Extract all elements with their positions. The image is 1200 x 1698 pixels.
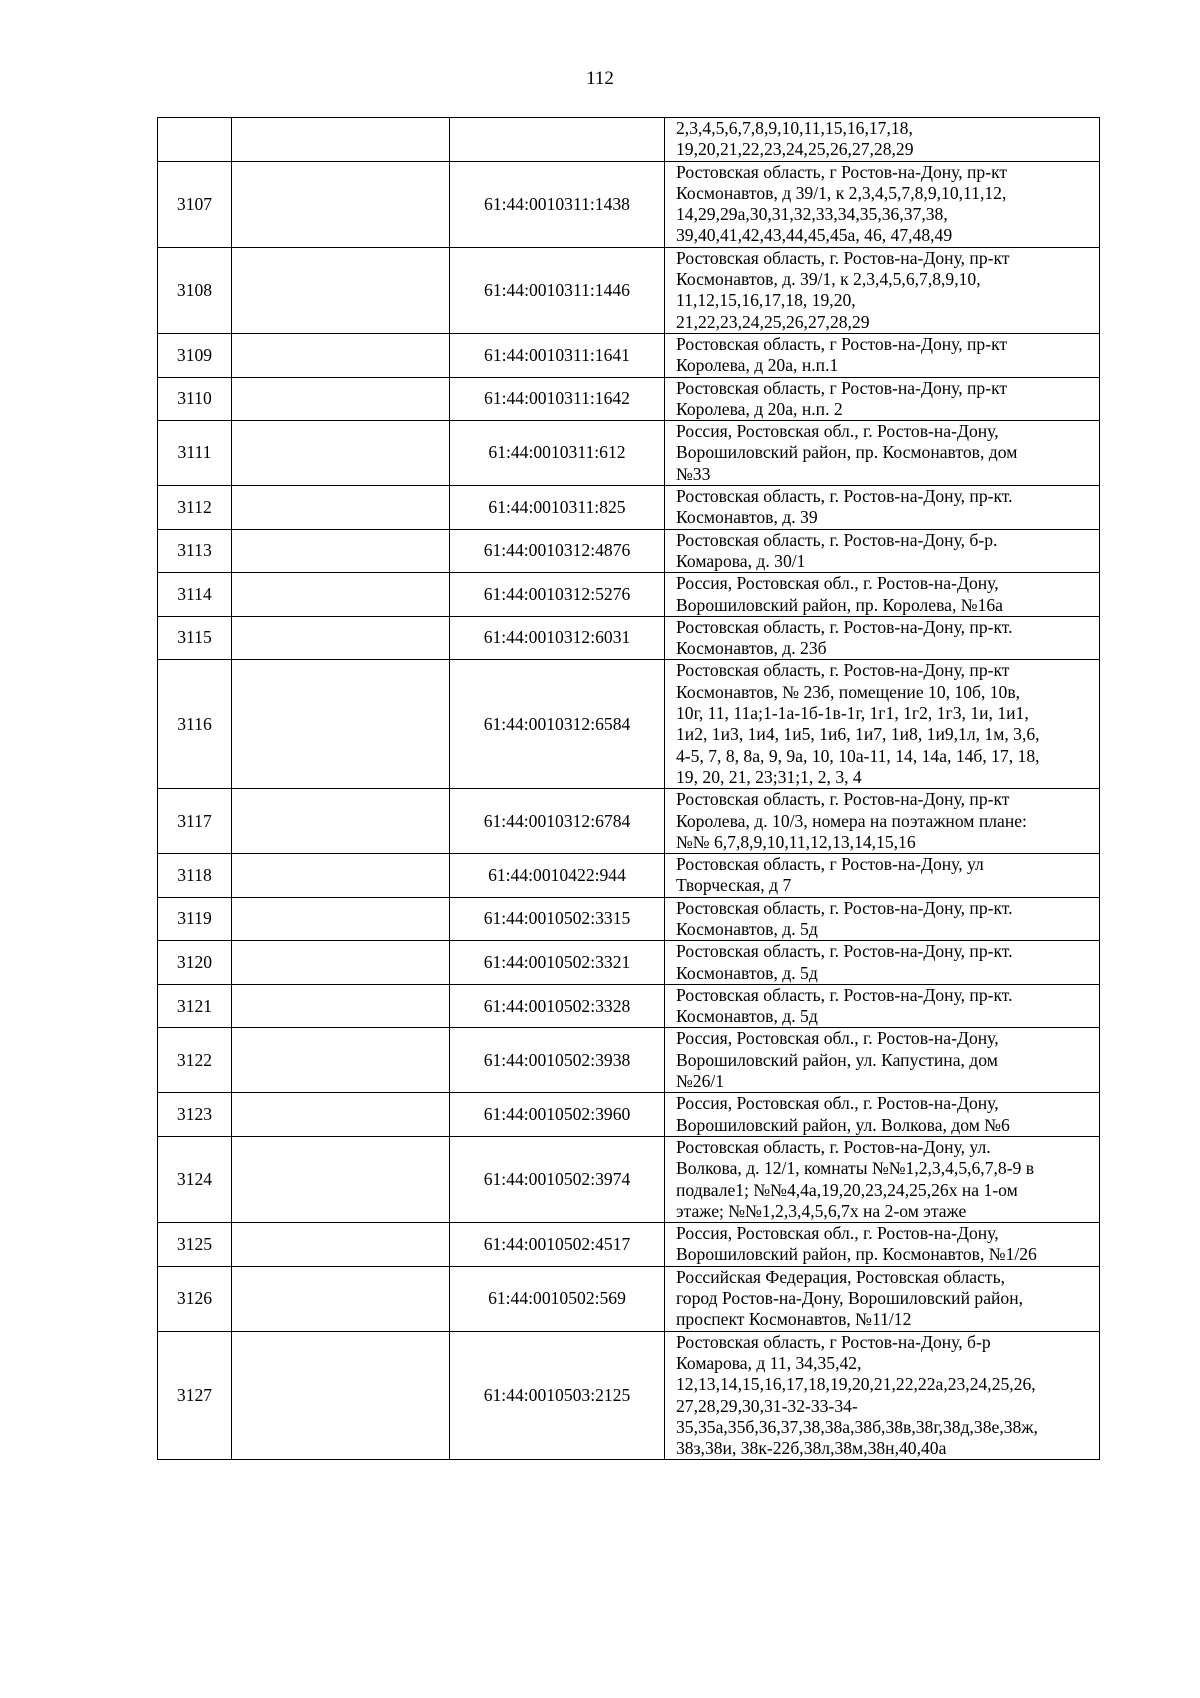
- address-line: Королева, д 20а, н.п.1: [676, 355, 839, 376]
- address-line: Космонавтов, д. 5д: [676, 962, 818, 983]
- address-line: №33: [676, 463, 711, 484]
- object-name-cell: [232, 1136, 450, 1222]
- object-name-cell: [232, 984, 450, 1028]
- address-line: Ворошиловский район, пр. Космонавтов, дом: [676, 442, 1018, 463]
- address-line: проспект Космонавтов, №11/12: [676, 1309, 912, 1330]
- address-line: Королева, д 20а, н.п. 2: [676, 398, 843, 419]
- object-name-cell: [232, 616, 450, 660]
- registry-table: [157, 117, 1100, 1460]
- address-cell: [665, 1266, 1100, 1331]
- address-cell: [665, 1136, 1100, 1222]
- address-line: Ростовская область, г Ростов-на-Дону, пр-кт: [676, 333, 1008, 354]
- address-line: Ростовская область, г. Ростов-на-Дону, пр-кт.: [676, 897, 1013, 918]
- address-line: Королева, д. 10/3, номера на поэтажном плане:: [676, 810, 1027, 831]
- object-name-cell: [232, 118, 450, 162]
- address-cell: [665, 616, 1100, 660]
- cadastral-number-cell: [450, 118, 665, 162]
- cadastral-number-cell: 61:44:0010502:4517: [450, 1223, 665, 1267]
- row-number-cell: 3110: [158, 377, 232, 421]
- object-name-cell: [232, 897, 450, 941]
- cadastral-number-cell: 61:44:0010312:6031: [450, 616, 665, 660]
- address-line: 19,20,21,22,23,24,25,26,27,28,29: [676, 139, 914, 160]
- address-line: Ростовская область, г Ростов-на-Дону, пр-кт: [676, 161, 1008, 182]
- address-line: Ворошиловский район, пр. Космонавтов, №1/26: [676, 1244, 1037, 1265]
- address-cell: [665, 1331, 1100, 1460]
- address-line: Россия, Ростовская обл., г. Ростов-на-Дону,: [676, 1093, 999, 1114]
- address-cell: [665, 1093, 1100, 1137]
- object-name-cell: [232, 789, 450, 854]
- table-row: [158, 897, 1100, 941]
- row-number-cell: 3113: [158, 529, 232, 573]
- address-line: Ростовская область, г Ростов-на-Дону, б-р: [676, 1331, 991, 1352]
- object-name-cell: [232, 529, 450, 573]
- address-line: Космонавтов, д 39/1, к 2,3,4,5,7,8,9,10,11,12,: [676, 182, 1007, 203]
- address-cell: [665, 573, 1100, 617]
- address-cell: [665, 421, 1100, 486]
- address-cell: [665, 161, 1100, 247]
- address-line: Космонавтов, д. 5д: [676, 1006, 818, 1027]
- row-number-cell: 3119: [158, 897, 232, 941]
- table-row: [158, 1331, 1100, 1460]
- address-cell: [665, 941, 1100, 985]
- row-number-cell: 3121: [158, 984, 232, 1028]
- cadastral-number-cell: 61:44:0010422:944: [450, 854, 665, 898]
- table-row: [158, 573, 1100, 617]
- address-line: Космонавтов, № 23б, помещение 10, 10б, 10в,: [676, 681, 1021, 702]
- address-cell: [665, 1223, 1100, 1267]
- address-line: этаже; №№1,2,3,4,5,6,7х на 2-ом этаже: [676, 1200, 967, 1221]
- address-line: Ростовская область, г Ростов-на-Дону, ул: [676, 854, 984, 875]
- address-line: Ворошиловский район, ул. Капустина, дом: [676, 1049, 998, 1070]
- address-cell: [665, 1028, 1100, 1093]
- table-row: [158, 616, 1100, 660]
- row-number-cell: 3118: [158, 854, 232, 898]
- row-number-cell: 3116: [158, 660, 232, 789]
- row-number-cell: 3126: [158, 1266, 232, 1331]
- address-line: Ворошиловский район, пр. Королева, №16а: [676, 594, 1003, 615]
- address-cell: [665, 854, 1100, 898]
- address-line: 39,40,41,42,43,44,45,45а, 46, 47,48,49: [676, 225, 953, 246]
- cadastral-number-cell: 61:44:0010311:825: [450, 486, 665, 530]
- address-line: Ростовская область, г. Ростов-на-Дону, пр-кт: [676, 789, 1010, 810]
- table-row: [158, 486, 1100, 530]
- cadastral-number-cell: 61:44:0010502:3328: [450, 984, 665, 1028]
- address-line: Космонавтов, д. 23б: [676, 638, 827, 659]
- table-row: [158, 789, 1100, 854]
- object-name-cell: [232, 247, 450, 333]
- table-row: [158, 1223, 1100, 1267]
- address-cell: [665, 118, 1100, 162]
- address-line: Ростовская область, г Ростов-на-Дону, пр-кт: [676, 377, 1008, 398]
- address-line: Ворошиловский район, ул. Волкова, дом №6: [676, 1114, 1010, 1135]
- cadastral-number-cell: 61:44:0010503:2125: [450, 1331, 665, 1460]
- address-line: 11,12,15,16,17,18, 19,20,: [676, 290, 856, 311]
- cadastral-number-cell: 61:44:0010311:612: [450, 421, 665, 486]
- object-name-cell: [232, 660, 450, 789]
- table-row: [158, 118, 1100, 162]
- address-line: Космонавтов, д. 39: [676, 507, 818, 528]
- cadastral-number-cell: 61:44:0010502:3960: [450, 1093, 665, 1137]
- address-line: Россия, Ростовская обл., г. Ростов-на-Дону,: [676, 1028, 999, 1049]
- cadastral-number-cell: 61:44:0010311:1438: [450, 161, 665, 247]
- cadastral-number-cell: 61:44:0010502:3938: [450, 1028, 665, 1093]
- cadastral-number-cell: 61:44:0010502:3974: [450, 1136, 665, 1222]
- table-row: [158, 333, 1100, 377]
- cadastral-number-cell: 61:44:0010312:6784: [450, 789, 665, 854]
- row-number-cell: 3114: [158, 573, 232, 617]
- row-number-cell: 3107: [158, 161, 232, 247]
- table-row: [158, 1028, 1100, 1093]
- row-number-cell: 3115: [158, 616, 232, 660]
- table-row: [158, 854, 1100, 898]
- table-row: [158, 660, 1100, 789]
- address-line: Ростовская область, г. Ростов-на-Дону, пр-кт.: [676, 486, 1013, 507]
- address-line: Творческая, д 7: [676, 875, 792, 896]
- address-line: №№ 6,7,8,9,10,11,12,13,14,15,16: [676, 831, 916, 852]
- object-name-cell: [232, 941, 450, 985]
- row-number-cell: 3120: [158, 941, 232, 985]
- row-number-cell: [158, 118, 232, 162]
- cadastral-number-cell: 61:44:0010311:1446: [450, 247, 665, 333]
- table-row: [158, 529, 1100, 573]
- address-line: Космонавтов, д. 5д: [676, 918, 818, 939]
- object-name-cell: [232, 1093, 450, 1137]
- address-cell: [665, 660, 1100, 789]
- row-number-cell: 3108: [158, 247, 232, 333]
- address-line: Ростовская область, г. Ростов-на-Дону, пр-кт.: [676, 984, 1013, 1005]
- address-cell: [665, 377, 1100, 421]
- table-row: [158, 377, 1100, 421]
- row-number-cell: 3111: [158, 421, 232, 486]
- address-cell: [665, 789, 1100, 854]
- address-line: 19, 20, 21, 23;31;1, 2, 3, 4: [676, 766, 862, 787]
- page-number: 112: [586, 68, 614, 89]
- row-number-cell: 3127: [158, 1331, 232, 1460]
- object-name-cell: [232, 1331, 450, 1460]
- cadastral-number-cell: 61:44:0010502:569: [450, 1266, 665, 1331]
- address-cell: [665, 333, 1100, 377]
- address-line: подвале1; №№4,4а,19,20,23,24,25,26х на 1-ом: [676, 1179, 1018, 1200]
- registry-table-body: [158, 118, 1100, 1460]
- object-name-cell: [232, 333, 450, 377]
- address-line: 12,13,14,15,16,17,18,19,20,21,22,22а,23,24,25,26,: [676, 1374, 1036, 1395]
- address-line: Комарова, д. 30/1: [676, 550, 806, 571]
- address-line: 1и2, 1и3, 1и4, 1и5, 1и6, 1и7, 1и8, 1и9,1л, 1м, 3,6,: [676, 724, 1040, 745]
- address-line: Ростовская область, г. Ростов-на-Дону, б-р.: [676, 529, 998, 550]
- address-cell: [665, 984, 1100, 1028]
- address-line: Россия, Ростовская обл., г. Ростов-на-Дону,: [676, 421, 999, 442]
- address-line: Ростовская область, г. Ростов-на-Дону, пр-кт.: [676, 616, 1013, 637]
- table-row: [158, 1266, 1100, 1331]
- address-line: 2,3,4,5,6,7,8,9,10,11,15,16,17,18,: [676, 118, 913, 138]
- object-name-cell: [232, 377, 450, 421]
- row-number-cell: 3112: [158, 486, 232, 530]
- address-line: Комарова, д 11, 34,35,42,: [676, 1352, 862, 1373]
- object-name-cell: [232, 1028, 450, 1093]
- address-line: Ростовская область, г. Ростов-на-Дону, ул.: [676, 1136, 991, 1157]
- address-line: Ростовская область, г. Ростов-на-Дону, пр-кт: [676, 660, 1010, 681]
- address-line: Волкова, д. 12/1, комнаты №№1,2,3,4,5,6,7,8-9 в: [676, 1158, 1035, 1179]
- table-row: [158, 421, 1100, 486]
- address-cell: [665, 247, 1100, 333]
- object-name-cell: [232, 486, 450, 530]
- object-name-cell: [232, 421, 450, 486]
- table-row: [158, 1093, 1100, 1137]
- cadastral-number-cell: 61:44:0010312:6584: [450, 660, 665, 789]
- address-cell: [665, 529, 1100, 573]
- row-number-cell: 3125: [158, 1223, 232, 1267]
- address-line: Российская Федерация, Ростовская область,: [676, 1266, 1006, 1287]
- address-line: 21,22,23,24,25,26,27,28,29: [676, 311, 870, 332]
- row-number-cell: 3117: [158, 789, 232, 854]
- object-name-cell: [232, 573, 450, 617]
- object-name-cell: [232, 161, 450, 247]
- table-row: [158, 247, 1100, 333]
- address-line: 35,35а,35б,36,37,38,38а,38б,38в,38г,38д,38е,38ж,: [676, 1416, 1038, 1437]
- address-line: Ростовская область, г. Ростов-на-Дону, пр-кт: [676, 247, 1010, 268]
- table-row: [158, 161, 1100, 247]
- cadastral-number-cell: 61:44:0010502:3315: [450, 897, 665, 941]
- row-number-cell: 3123: [158, 1093, 232, 1137]
- object-name-cell: [232, 1223, 450, 1267]
- address-line: Россия, Ростовская обл., г. Ростов-на-Дону,: [676, 1223, 999, 1244]
- cadastral-number-cell: 61:44:0010312:4876: [450, 529, 665, 573]
- object-name-cell: [232, 1266, 450, 1331]
- address-line: Ростовская область, г. Ростов-на-Дону, пр-кт.: [676, 941, 1013, 962]
- cadastral-number-cell: 61:44:0010312:5276: [450, 573, 665, 617]
- address-line: город Ростов-на-Дону, Ворошиловский район,: [676, 1288, 1024, 1309]
- row-number-cell: 3109: [158, 333, 232, 377]
- address-line: 4-5, 7, 8, 8а, 9, 9а, 10, 10а-11, 14, 14а, 14б, 17, 18,: [676, 745, 1040, 766]
- address-cell: [665, 897, 1100, 941]
- address-line: 38з,38и, 38к-22б,38л,38м,38н,40,40а: [676, 1438, 947, 1459]
- table-row: [158, 1136, 1100, 1222]
- address-line: Космонавтов, д. 39/1, к 2,3,4,5,6,7,8,9,10,: [676, 269, 981, 290]
- table-row: [158, 941, 1100, 985]
- cadastral-number-cell: 61:44:0010502:3321: [450, 941, 665, 985]
- address-line: №26/1: [676, 1071, 725, 1092]
- cadastral-number-cell: 61:44:0010311:1642: [450, 377, 665, 421]
- table-row: [158, 984, 1100, 1028]
- address-line: Россия, Ростовская обл., г. Ростов-на-Дону,: [676, 573, 999, 594]
- address-line: 10г, 11, 11а;1-1а-1б-1в-1г, 1г1, 1г2, 1г3, 1и, 1и1,: [676, 703, 1029, 724]
- row-number-cell: 3124: [158, 1136, 232, 1222]
- address-cell: [665, 486, 1100, 530]
- cadastral-number-cell: 61:44:0010311:1641: [450, 333, 665, 377]
- address-line: 14,29,29а,30,31,32,33,34,35,36,37,38,: [676, 204, 948, 225]
- object-name-cell: [232, 854, 450, 898]
- address-line: 27,28,29,30,31-32-33-34-: [676, 1395, 858, 1416]
- row-number-cell: 3122: [158, 1028, 232, 1093]
